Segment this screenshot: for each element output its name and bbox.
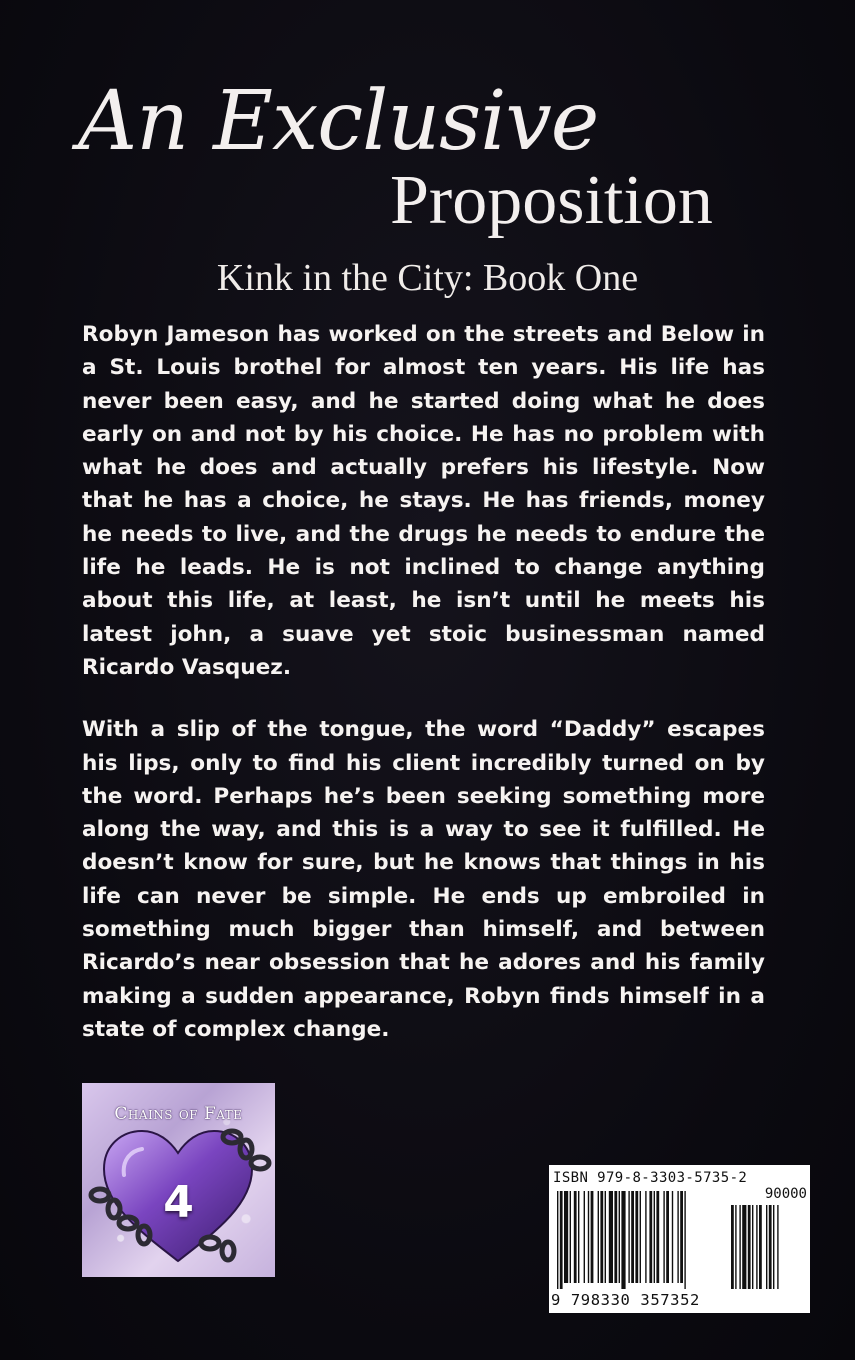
barcode-bar xyxy=(588,1191,589,1283)
badge-number: 4 xyxy=(163,1177,194,1228)
barcode-bar xyxy=(564,1191,568,1283)
barcode-addon-bar xyxy=(739,1205,740,1289)
blurb-paragraph: With a slip of the tongue, the word “Daddy” escapes his lips, only to find his client incredibly turned on by the word. Perhaps he’s been seeking something more along the way, and this is a way to see it fulfilled. He doesn’t know for sure, but he knows that things in his life can never be simple. He ends up embroiled in something much bigger than himself, and between Ricardo’s near obsession that he adores and his family making a sudden appearance, Robyn finds himself in a state of complex change. xyxy=(82,717,765,1042)
ean-digits: 9 798330 357352 xyxy=(551,1291,700,1309)
barcode-bar xyxy=(672,1191,673,1283)
isbn-barcode xyxy=(549,1165,810,1313)
barcode-bar xyxy=(614,1191,617,1283)
barcode-addon-bar xyxy=(748,1205,751,1289)
barcode-bar xyxy=(598,1191,599,1283)
barcode-bar xyxy=(628,1191,629,1283)
barcode-bar xyxy=(605,1191,606,1283)
title-script: An Exclusive xyxy=(78,74,599,169)
barcode-addon-bar xyxy=(756,1205,757,1289)
price-addon: 90000 xyxy=(764,1186,807,1202)
barcode-addon-bar xyxy=(759,1205,762,1289)
barcode-addon-bar xyxy=(731,1205,734,1289)
barcode-bar xyxy=(656,1191,659,1283)
barcode-bar xyxy=(560,1191,563,1289)
barcode-bar xyxy=(645,1191,646,1283)
barcode-bar xyxy=(654,1191,655,1283)
barcode-addon-bar xyxy=(752,1205,753,1289)
barcode-bar xyxy=(635,1191,638,1283)
badge-title: Chains of Fate xyxy=(114,1104,243,1124)
barcode-bar xyxy=(609,1191,613,1283)
barcode-bar xyxy=(680,1191,683,1283)
barcode-bar xyxy=(663,1191,664,1283)
barcode-bar xyxy=(570,1191,571,1283)
barcode-bar xyxy=(649,1191,652,1283)
barcode-addon-bar xyxy=(766,1205,767,1289)
title-main: Proposition xyxy=(390,162,713,239)
barcode-bar xyxy=(574,1191,577,1283)
blurb-paragraph: Robyn Jameson has worked on the streets and Below in a St. Louis brothel for almost ten years. His life has never been easy, and he started doing what he does early on and not by his choice. He has no problem with what he does and actually prefers his lifestyle. Now that he has a choice, he stays. He has friends, money he needs to live, and the drugs he needs to endure the life he leads. He is not inclined to change anything about this life, at least, he isn’t until he meets his latest john, a suave yet stoic businessman named Ricardo Vasquez. xyxy=(82,322,765,680)
blurb xyxy=(82,318,765,1075)
barcode-bar xyxy=(621,1191,625,1289)
barcode-addon-bar xyxy=(773,1205,774,1289)
barcode-bar xyxy=(666,1191,669,1283)
barcode-bar xyxy=(578,1191,579,1283)
barcode-addon-bar xyxy=(777,1205,778,1289)
barcode-bar xyxy=(557,1191,558,1289)
barcode-bar xyxy=(591,1191,594,1283)
barcode-addon-bar xyxy=(735,1205,736,1289)
barcode-bar xyxy=(631,1191,634,1283)
isbn-label: ISBN 979-8-3303-5735-2 xyxy=(553,1170,748,1186)
series-badge xyxy=(82,1083,275,1277)
series-subtitle: Kink in the City: Book One xyxy=(216,257,639,299)
barcode-bar xyxy=(677,1191,678,1283)
barcode-bar xyxy=(640,1191,641,1283)
barcode-bar xyxy=(600,1191,603,1283)
barcode-bar xyxy=(584,1191,585,1283)
barcode-addon-bar xyxy=(742,1205,746,1289)
barcode-addon-bar xyxy=(769,1205,772,1289)
barcode-bar xyxy=(684,1191,685,1289)
barcode-bar xyxy=(619,1191,620,1283)
